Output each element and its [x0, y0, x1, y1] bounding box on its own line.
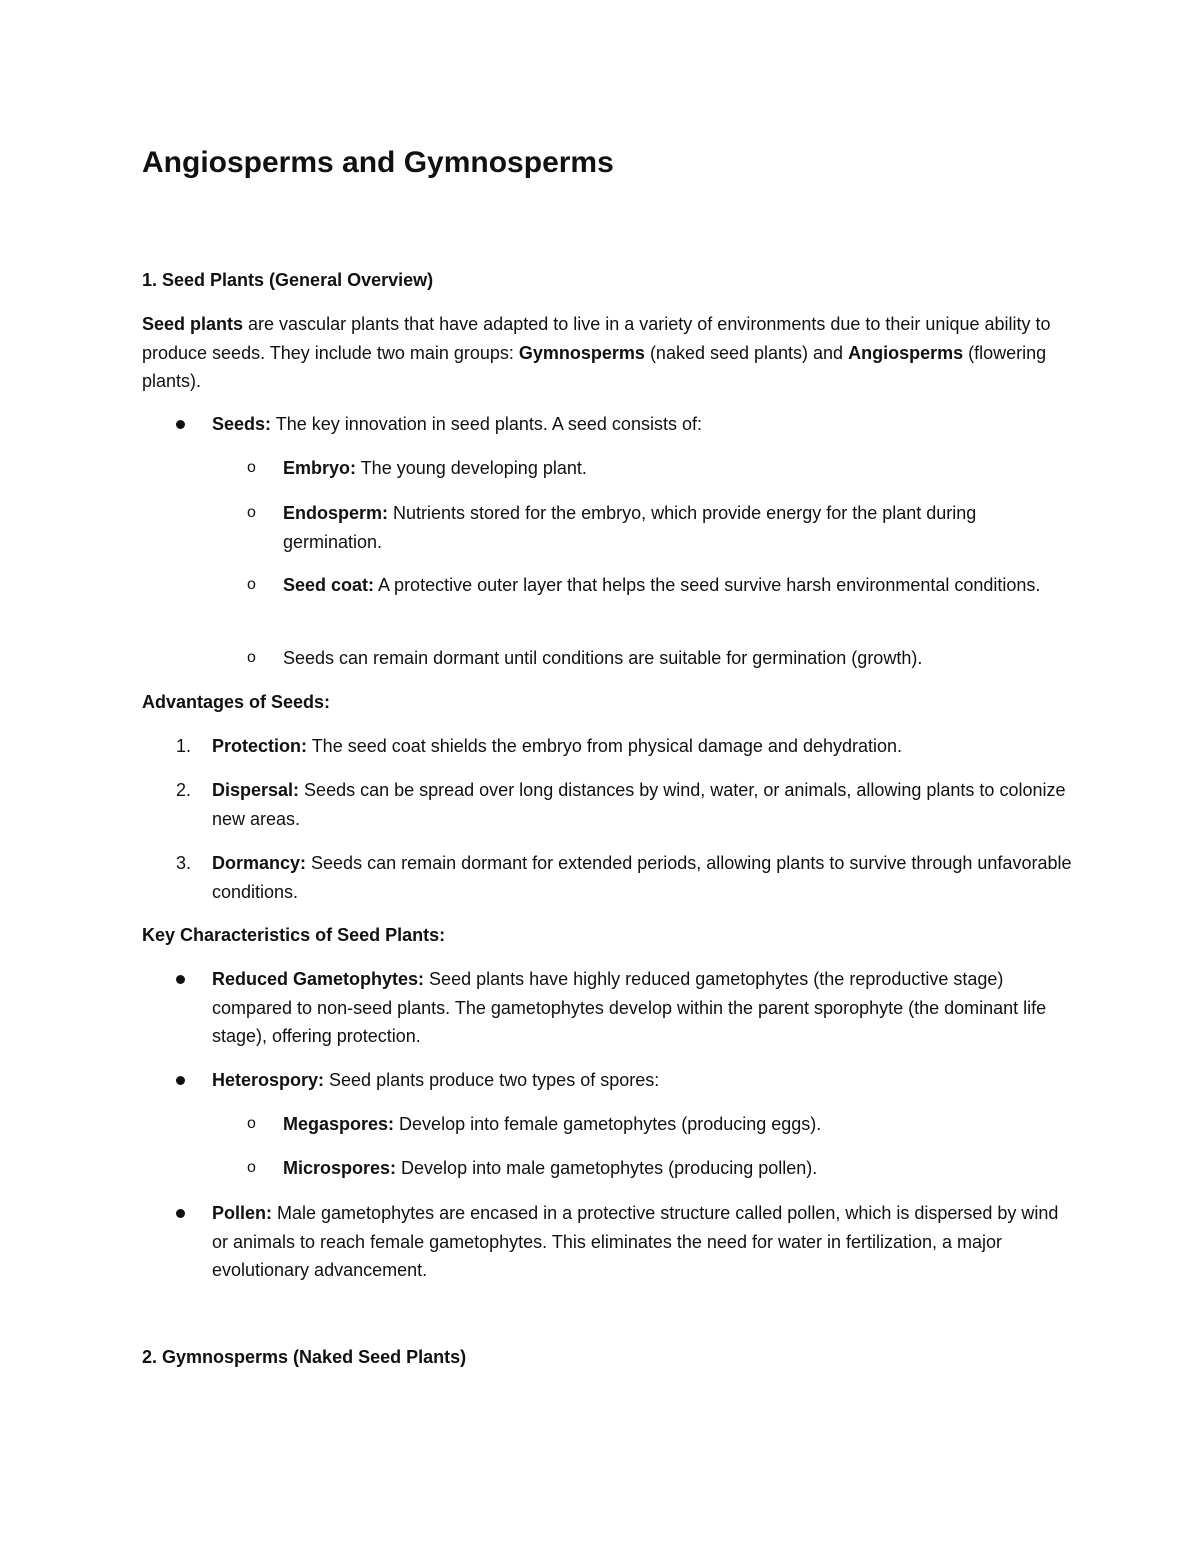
item-term: Seeds: — [212, 414, 272, 434]
item-text: The key innovation in seed plants. A seed consists of: — [271, 414, 702, 434]
circle-bullet-icon: o — [247, 1115, 256, 1132]
list-number: 2. — [176, 780, 192, 800]
item-text: Develop into male gametophytes (producing pollen). — [396, 1158, 818, 1178]
item-term: Protection: — [212, 736, 308, 756]
list-item-pollen — [212, 1199, 1072, 1285]
circle-bullet-icon: o — [247, 649, 256, 666]
list-item-reduced-gametophytes — [212, 965, 1072, 1051]
list-item-embryo — [283, 454, 1073, 483]
item-term: Heterospory: — [212, 1070, 325, 1090]
term-seed-plants: Seed plants — [142, 314, 244, 334]
item-text: The seed coat shields the embryo from physical damage and dehydration. — [307, 736, 903, 756]
section-2-heading: 2. Gymnosperms (Naked Seed Plants) — [142, 1347, 467, 1367]
item-text: Seeds can remain dormant until conditions are suitable for germination (growth). — [283, 648, 923, 668]
item-text: Develop into female gametophytes (producing eggs). — [394, 1114, 822, 1134]
page-title: Angiosperms and Gymnosperms — [142, 146, 614, 179]
list-item-microspores — [283, 1154, 1073, 1183]
list-item-heterospory — [212, 1066, 1072, 1095]
bullet-icon — [176, 1209, 185, 1218]
list-item-dormancy — [212, 849, 1072, 906]
intro-text-1: are vascular plants that have adapted to live in a variety of environments due to their unique ability to produce seeds. They include two main groups: — [142, 314, 1051, 363]
item-term: Reduced Gametophytes: — [212, 969, 425, 989]
item-term: Endosperm: — [283, 503, 389, 523]
intro-text-2: (naked seed plants) and — [644, 342, 849, 363]
item-text: Nutrients stored for the embryo, which provide energy for the plant during germination. — [283, 503, 977, 552]
circle-bullet-icon: o — [247, 459, 256, 476]
list-number: 1. — [176, 736, 192, 756]
list-item-endosperm — [283, 499, 1073, 556]
term-angiosperms: Angiosperms — [848, 342, 964, 363]
circle-bullet-icon: o — [247, 576, 256, 593]
item-term: Microspores: — [283, 1158, 397, 1178]
item-text: Seeds can remain dormant for extended periods, allowing plants to survive through unfavorable conditions. — [212, 853, 1072, 902]
bullet-icon — [176, 1076, 185, 1085]
bullet-icon — [176, 420, 185, 429]
item-term: Dispersal: — [212, 780, 300, 800]
circle-bullet-icon: o — [247, 504, 256, 521]
item-text: Seed plants produce two types of spores: — [324, 1070, 660, 1090]
term-gymnosperms: Gymnosperms — [518, 342, 645, 363]
characteristics-heading: Key Characteristics of Seed Plants: — [142, 925, 446, 945]
circle-bullet-icon: o — [247, 1159, 256, 1176]
item-text: A protective outer layer that helps the seed survive harsh environmental conditions. — [374, 575, 1041, 595]
bullet-icon — [176, 975, 185, 984]
section-1-heading: 1. Seed Plants (General Overview) — [142, 270, 434, 290]
item-term: Dormancy: — [212, 853, 307, 873]
item-term: Megaspores: — [283, 1114, 395, 1134]
list-item-dormant — [283, 644, 1073, 673]
item-text: Seeds can be spread over long distances by wind, water, or animals, allowing plants to colonize new areas. — [212, 780, 1066, 829]
item-term: Seed coat: — [283, 575, 375, 595]
list-item-megaspores — [283, 1110, 1073, 1139]
list-item-dispersal — [212, 776, 1072, 833]
intro-paragraph — [142, 310, 1062, 396]
item-term: Pollen: — [212, 1203, 273, 1223]
list-item-protection — [212, 732, 1072, 761]
list-item-seeds — [212, 410, 1072, 439]
advantages-heading: Advantages of Seeds: — [142, 692, 331, 712]
item-text: The young developing plant. — [356, 458, 587, 478]
intro-text-3: (flowering plants). — [142, 342, 1047, 391]
item-text: Seed plants have highly reduced gametophytes (the reproductive stage) compared to non-seed plants. The gametophytes develop within the parent sporophyte (the dominant life stage), offering protection. — [212, 969, 1047, 1046]
list-number: 3. — [176, 853, 192, 873]
item-term: Embryo: — [283, 458, 357, 478]
list-item-seed-coat — [283, 571, 1073, 600]
item-text: Male gametophytes are encased in a protective structure called pollen, which is dispersed by wind or animals to reach female gametophytes. This eliminates the need for water in fertilization, a major evolutionary advancement. — [212, 1203, 1059, 1280]
